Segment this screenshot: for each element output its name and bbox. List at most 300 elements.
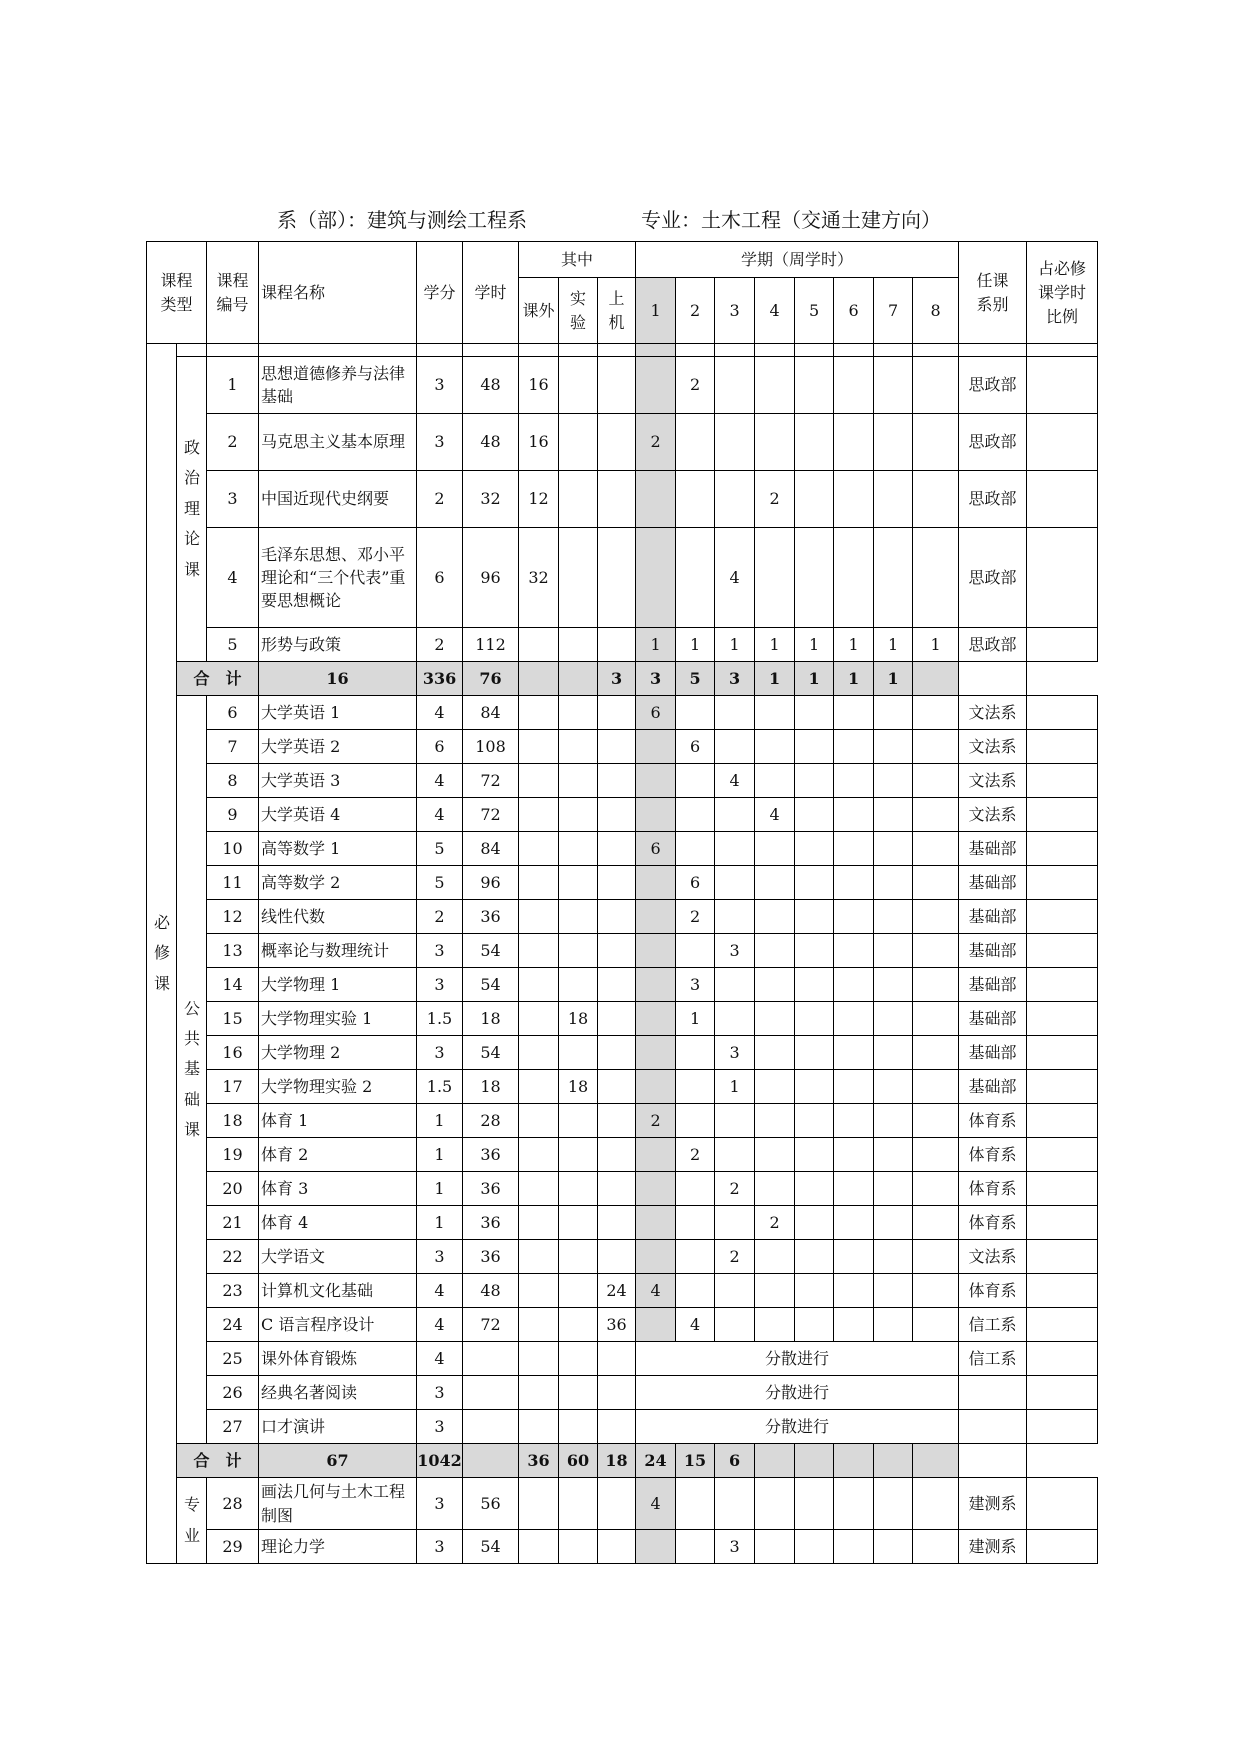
course-name: 大学英语 1 [259, 696, 417, 730]
semester-hours-1: 2 [636, 1104, 676, 1138]
course-credits: 3 [417, 1376, 463, 1410]
semester-hours-8 [913, 1138, 959, 1172]
course-experiment-hours [559, 1240, 598, 1274]
subtotal-semester-7 [834, 1444, 874, 1478]
semester-hours-4 [755, 1104, 795, 1138]
semester-hours-5 [795, 832, 834, 866]
course-name: 经典名著阅读 [259, 1376, 417, 1410]
semester-hours-8 [913, 1240, 959, 1274]
course-row [147, 1138, 1098, 1172]
course-dept: 文法系 [959, 730, 1027, 764]
course-extra-hours [519, 1002, 559, 1036]
course-experiment-hours [559, 1342, 598, 1376]
course-dept: 思政部 [959, 528, 1027, 628]
course-ratio [1027, 934, 1098, 968]
course-experiment-hours [559, 900, 598, 934]
course-row [147, 1002, 1098, 1036]
semester-hours-7 [874, 1002, 913, 1036]
course-dept: 思政部 [959, 357, 1027, 414]
semester-hours-4 [755, 832, 795, 866]
header-sem-7: 7 [874, 278, 913, 344]
course-ratio [1027, 1478, 1098, 1530]
course-name: 高等数学 1 [259, 832, 417, 866]
course-computer-hours [598, 628, 636, 662]
semester-hours-8 [913, 1478, 959, 1530]
course-experiment-hours [559, 1478, 598, 1530]
semester-hours-4: 2 [755, 471, 795, 528]
course-experiment-hours [559, 730, 598, 764]
course-credits: 1.5 [417, 1002, 463, 1036]
semester-hours-3 [715, 1002, 755, 1036]
semester-hours-1 [636, 866, 676, 900]
course-row [147, 968, 1098, 1002]
semester-hours-4 [755, 934, 795, 968]
course-hours: 56 [463, 1478, 519, 1530]
semester-hours-1 [636, 798, 676, 832]
course-name: 马克思主义基本原理 [259, 414, 417, 471]
course-hours: 18 [463, 1070, 519, 1104]
course-credits: 4 [417, 1274, 463, 1308]
curriculum-table [146, 241, 1098, 1564]
course-name: 大学英语 3 [259, 764, 417, 798]
semester-hours-8 [913, 528, 959, 628]
header-sem-2: 2 [676, 278, 715, 344]
semester-hours-1 [636, 1240, 676, 1274]
course-experiment-hours [559, 1138, 598, 1172]
course-row [147, 832, 1098, 866]
course-ratio [1027, 900, 1098, 934]
course-no: 1 [207, 357, 259, 414]
course-no: 19 [207, 1138, 259, 1172]
semester-hours-5 [795, 764, 834, 798]
course-experiment-hours [559, 1308, 598, 1342]
semester-hours-6 [834, 866, 874, 900]
course-hours: 108 [463, 730, 519, 764]
course-row [147, 1530, 1098, 1564]
course-ratio [1027, 764, 1098, 798]
semester-hours-8 [913, 414, 959, 471]
subtotal-semester-6: 1 [795, 662, 834, 696]
semester-hours-6 [834, 1240, 874, 1274]
course-ratio [1027, 1036, 1098, 1070]
semester-hours-2 [676, 696, 715, 730]
semester-hours-3: 2 [715, 1240, 755, 1274]
semester-hours-4: 4 [755, 798, 795, 832]
semester-hours-5 [795, 1240, 834, 1274]
course-row [147, 1070, 1098, 1104]
subtotal-semester-2: 3 [636, 662, 676, 696]
course-row [147, 1274, 1098, 1308]
department-label: 系（部）：建筑与测绘工程系 [277, 208, 527, 232]
semester-hours-6 [834, 832, 874, 866]
semester-hours-5 [795, 414, 834, 471]
course-dept: 文法系 [959, 798, 1027, 832]
course-ratio [1027, 1070, 1098, 1104]
course-row [147, 1172, 1098, 1206]
semester-hours-7 [874, 1138, 913, 1172]
course-credits: 4 [417, 696, 463, 730]
semester-hours-4 [755, 1478, 795, 1530]
course-dept: 体育系 [959, 1138, 1027, 1172]
subtotal-extra: 76 [463, 662, 519, 696]
course-extra-hours [519, 1104, 559, 1138]
table-body [147, 344, 1098, 1564]
course-experiment-hours [559, 1036, 598, 1070]
header-of-which: 其中 [519, 242, 636, 278]
course-extra-hours [519, 1308, 559, 1342]
semester-hours-8 [913, 1070, 959, 1104]
course-computer-hours [598, 528, 636, 628]
course-ratio [1027, 1274, 1098, 1308]
semester-hours-7 [874, 832, 913, 866]
semester-hours-6 [834, 1274, 874, 1308]
course-credits: 3 [417, 1410, 463, 1444]
course-no: 15 [207, 1002, 259, 1036]
subtotal-ratio [959, 662, 1027, 696]
course-hours: 84 [463, 832, 519, 866]
course-computer-hours [598, 798, 636, 832]
course-extra-hours [519, 1478, 559, 1530]
subtotal-semester-8: 1 [874, 662, 913, 696]
course-computer-hours [598, 934, 636, 968]
course-experiment-hours [559, 1376, 598, 1410]
course-credits: 1 [417, 1104, 463, 1138]
course-computer-hours [598, 1376, 636, 1410]
course-computer-hours [598, 1240, 636, 1274]
semester-hours-7 [874, 900, 913, 934]
semester-hours-7 [874, 934, 913, 968]
course-dept: 信工系 [959, 1308, 1027, 1342]
course-name: 大学物理实验 2 [259, 1070, 417, 1104]
course-row [147, 798, 1098, 832]
semester-hours-2 [676, 1240, 715, 1274]
course-experiment-hours [559, 764, 598, 798]
semester-hours-4: 2 [755, 1206, 795, 1240]
semester-hours-2 [676, 1530, 715, 1564]
course-credits: 1 [417, 1172, 463, 1206]
semester-hours-7 [874, 357, 913, 414]
semester-hours-3 [715, 696, 755, 730]
course-computer-hours [598, 1002, 636, 1036]
course-ratio [1027, 1172, 1098, 1206]
semester-hours-7 [874, 1478, 913, 1530]
course-row [147, 764, 1098, 798]
course-experiment-hours [559, 471, 598, 528]
course-dept [959, 1410, 1027, 1444]
semester-hours-4 [755, 900, 795, 934]
semester-hours-3 [715, 414, 755, 471]
header-sem-4: 4 [755, 278, 795, 344]
semester-hours-8: 1 [913, 628, 959, 662]
course-ratio [1027, 832, 1098, 866]
header-semester: 学期（周学时） [636, 242, 959, 278]
course-credits: 2 [417, 471, 463, 528]
semester-hours-3 [715, 471, 755, 528]
scattered-note: 分散进行 [636, 1376, 959, 1410]
semester-hours-5 [795, 1206, 834, 1240]
semester-hours-8 [913, 798, 959, 832]
course-dept: 文法系 [959, 764, 1027, 798]
semester-hours-7 [874, 1530, 913, 1564]
course-no: 25 [207, 1342, 259, 1376]
scattered-note: 分散进行 [636, 1410, 959, 1444]
semester-hours-5 [795, 934, 834, 968]
course-ratio [1027, 968, 1098, 1002]
course-name: 大学语文 [259, 1240, 417, 1274]
subtotal-semester-2: 24 [636, 1444, 676, 1478]
semester-hours-2 [676, 1478, 715, 1530]
semester-hours-1 [636, 968, 676, 1002]
subtotal-semester-1: 18 [598, 1444, 636, 1478]
semester-hours-3: 2 [715, 1172, 755, 1206]
course-hours: 36 [463, 1138, 519, 1172]
semester-hours-3 [715, 968, 755, 1002]
course-computer-hours [598, 730, 636, 764]
course-row [147, 1478, 1098, 1530]
course-ratio [1027, 1410, 1098, 1444]
course-extra-hours [519, 1376, 559, 1410]
course-credits: 2 [417, 900, 463, 934]
semester-hours-7 [874, 764, 913, 798]
semester-hours-7 [874, 1308, 913, 1342]
semester-hours-6 [834, 1070, 874, 1104]
semester-hours-2 [676, 1036, 715, 1070]
course-hours [463, 1410, 519, 1444]
semester-hours-6 [834, 730, 874, 764]
semester-hours-3 [715, 1478, 755, 1530]
semester-hours-2: 3 [676, 968, 715, 1002]
subtotal-semester-4: 6 [715, 1444, 755, 1478]
semester-hours-1: 1 [636, 628, 676, 662]
course-name: 理论力学 [259, 1530, 417, 1564]
course-credits: 4 [417, 798, 463, 832]
course-ratio [1027, 1308, 1098, 1342]
subtotal-experiment [519, 662, 559, 696]
semester-hours-4 [755, 1274, 795, 1308]
semester-hours-5 [795, 528, 834, 628]
course-dept: 基础部 [959, 968, 1027, 1002]
subtotal-credits: 16 [259, 662, 417, 696]
course-computer-hours: 36 [598, 1308, 636, 1342]
subtotal-semester-5: 1 [755, 662, 795, 696]
semester-hours-2 [676, 1070, 715, 1104]
semester-hours-6 [834, 696, 874, 730]
course-extra-hours [519, 1206, 559, 1240]
semester-hours-8 [913, 1002, 959, 1036]
group-required: 必修课 [147, 344, 177, 1564]
course-no: 12 [207, 900, 259, 934]
semester-hours-3 [715, 832, 755, 866]
semester-hours-3 [715, 798, 755, 832]
semester-hours-2 [676, 1172, 715, 1206]
course-experiment-hours [559, 968, 598, 1002]
course-experiment-hours [559, 832, 598, 866]
semester-hours-5 [795, 730, 834, 764]
course-name: 概率论与数理统计 [259, 934, 417, 968]
semester-hours-5 [795, 1104, 834, 1138]
semester-hours-8 [913, 696, 959, 730]
course-row [147, 934, 1098, 968]
semester-hours-1 [636, 764, 676, 798]
semester-hours-1 [636, 1172, 676, 1206]
semester-hours-8 [913, 968, 959, 1002]
semester-hours-8 [913, 357, 959, 414]
subtotal-computer [559, 662, 598, 696]
course-hours: 96 [463, 866, 519, 900]
semester-hours-6 [834, 1172, 874, 1206]
course-dept: 基础部 [959, 934, 1027, 968]
semester-hours-5 [795, 1138, 834, 1172]
course-extra-hours [519, 832, 559, 866]
semester-hours-2 [676, 934, 715, 968]
subtotal-extra [463, 1444, 519, 1478]
header-course-name: 课程名称 [259, 242, 417, 344]
course-hours: 72 [463, 798, 519, 832]
course-name: 体育 3 [259, 1172, 417, 1206]
semester-hours-5 [795, 1478, 834, 1530]
semester-hours-6: 1 [834, 628, 874, 662]
course-computer-hours [598, 866, 636, 900]
course-dept: 基础部 [959, 1036, 1027, 1070]
course-extra-hours [519, 798, 559, 832]
semester-hours-6 [834, 1206, 874, 1240]
course-no: 9 [207, 798, 259, 832]
semester-hours-2 [676, 414, 715, 471]
semester-hours-3: 1 [715, 628, 755, 662]
course-experiment-hours [559, 866, 598, 900]
course-name: 课外体育锻炼 [259, 1342, 417, 1376]
semester-hours-5 [795, 798, 834, 832]
semester-hours-6 [834, 1036, 874, 1070]
course-name: 体育 4 [259, 1206, 417, 1240]
course-extra-hours [519, 1342, 559, 1376]
course-name: 计算机文化基础 [259, 1274, 417, 1308]
course-dept: 信工系 [959, 1342, 1027, 1376]
course-name: 高等数学 2 [259, 866, 417, 900]
course-ratio [1027, 1104, 1098, 1138]
course-no: 18 [207, 1104, 259, 1138]
course-no: 8 [207, 764, 259, 798]
header-experiment: 实验 [559, 278, 598, 344]
subtotal-label: 合 计 [177, 1444, 259, 1478]
course-name: 大学物理 1 [259, 968, 417, 1002]
course-computer-hours [598, 471, 636, 528]
course-experiment-hours [559, 1274, 598, 1308]
header-sem-1: 1 [636, 278, 676, 344]
semester-hours-4 [755, 1070, 795, 1104]
course-credits: 6 [417, 730, 463, 764]
course-credits: 3 [417, 414, 463, 471]
course-credits: 4 [417, 1308, 463, 1342]
semester-hours-1 [636, 1070, 676, 1104]
semester-hours-6 [834, 414, 874, 471]
semester-hours-6 [834, 900, 874, 934]
course-row [147, 1240, 1098, 1274]
course-hours: 54 [463, 1036, 519, 1070]
course-computer-hours [598, 1138, 636, 1172]
semester-hours-5 [795, 357, 834, 414]
semester-hours-1 [636, 471, 676, 528]
semester-hours-7 [874, 1070, 913, 1104]
course-dept: 基础部 [959, 1002, 1027, 1036]
course-name: 大学物理实验 1 [259, 1002, 417, 1036]
course-computer-hours [598, 1410, 636, 1444]
course-credits: 1 [417, 1206, 463, 1240]
course-dept: 体育系 [959, 1104, 1027, 1138]
semester-hours-5 [795, 1274, 834, 1308]
semester-hours-5 [795, 1172, 834, 1206]
semester-hours-5 [795, 1002, 834, 1036]
semester-hours-4 [755, 730, 795, 764]
subtotal-row [147, 662, 1098, 696]
course-row [147, 696, 1098, 730]
semester-hours-2: 2 [676, 900, 715, 934]
semester-hours-4 [755, 414, 795, 471]
subtotal-semester-3: 15 [676, 1444, 715, 1478]
header-sem-3: 3 [715, 278, 755, 344]
semester-hours-5 [795, 696, 834, 730]
course-no: 20 [207, 1172, 259, 1206]
semester-hours-3 [715, 1308, 755, 1342]
semester-hours-8 [913, 1104, 959, 1138]
semester-hours-3 [715, 1206, 755, 1240]
course-computer-hours [598, 764, 636, 798]
semester-hours-1 [636, 1206, 676, 1240]
course-ratio [1027, 1240, 1098, 1274]
subtotal-label: 合 计 [177, 662, 259, 696]
semester-hours-5 [795, 968, 834, 1002]
course-row [147, 528, 1098, 628]
course-computer-hours [598, 1036, 636, 1070]
course-computer-hours [598, 357, 636, 414]
semester-hours-3: 3 [715, 1530, 755, 1564]
subtotal-credits: 67 [259, 1444, 417, 1478]
semester-hours-2: 2 [676, 357, 715, 414]
semester-hours-2 [676, 832, 715, 866]
subtotal-dept [913, 662, 959, 696]
course-name: 口才演讲 [259, 1410, 417, 1444]
course-extra-hours [519, 696, 559, 730]
course-experiment-hours [559, 1172, 598, 1206]
course-hours: 36 [463, 1240, 519, 1274]
course-row [147, 1104, 1098, 1138]
course-credits: 1 [417, 1138, 463, 1172]
course-computer-hours [598, 1478, 636, 1530]
course-no: 27 [207, 1410, 259, 1444]
semester-hours-8 [913, 471, 959, 528]
course-dept: 基础部 [959, 866, 1027, 900]
header-sem-5: 5 [795, 278, 834, 344]
course-dept: 建测系 [959, 1478, 1027, 1530]
semester-hours-3 [715, 730, 755, 764]
header-sem-6: 6 [834, 278, 874, 344]
semester-hours-8 [913, 832, 959, 866]
header-course-type: 课程类型 [147, 242, 207, 344]
course-hours: 48 [463, 414, 519, 471]
course-row [147, 1342, 1098, 1376]
course-dept: 建测系 [959, 1530, 1027, 1564]
header-dept: 任课系别 [959, 242, 1027, 344]
semester-hours-1 [636, 1530, 676, 1564]
course-name: 画法几何与土木工程制图 [259, 1478, 417, 1530]
semester-hours-2: 1 [676, 1002, 715, 1036]
semester-hours-1 [636, 730, 676, 764]
course-dept: 体育系 [959, 1206, 1027, 1240]
semester-hours-3 [715, 1274, 755, 1308]
course-row [147, 1036, 1098, 1070]
semester-hours-8 [913, 730, 959, 764]
course-dept: 基础部 [959, 832, 1027, 866]
